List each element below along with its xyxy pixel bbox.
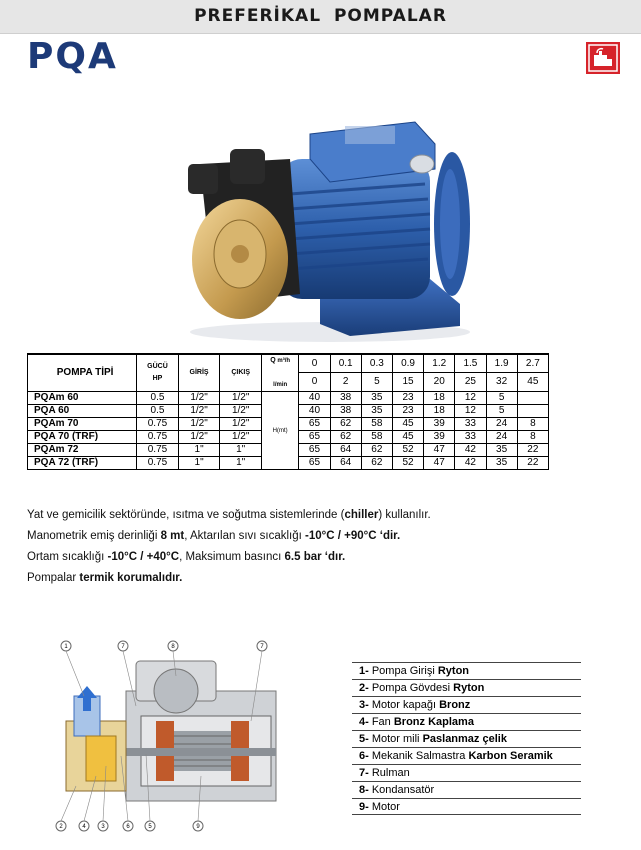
col-header-q xyxy=(261,354,298,392)
table-cell: 1" xyxy=(220,457,262,470)
legend-item xyxy=(352,747,581,764)
note-bold: 8 mt xyxy=(160,530,185,542)
flow-m3h-cell: 0.9 xyxy=(392,354,423,373)
note-bold: chiller xyxy=(344,509,379,521)
table-cell: 35 xyxy=(361,405,392,418)
table-cell: 47 xyxy=(424,444,455,457)
legend-text: Kondansatör xyxy=(368,784,435,796)
table-cell: 58 xyxy=(361,431,392,444)
col-header-inlet: GİRİŞ xyxy=(178,354,220,392)
table-cell: 65 xyxy=(299,431,330,444)
legend-item xyxy=(352,781,581,798)
table-cell: 64 xyxy=(330,444,361,457)
legend-number: 7- xyxy=(359,767,369,779)
legend-text: Motor mili xyxy=(368,733,423,745)
legend-material: Ryton xyxy=(437,665,470,677)
table-cell: 35 xyxy=(361,392,392,405)
table-cell: 38 xyxy=(330,392,361,405)
table-cell: 62 xyxy=(330,431,361,444)
callout-label: 3 xyxy=(101,824,105,830)
flow-lmin-cell: 2 xyxy=(330,373,361,392)
table-cell: 0.5 xyxy=(137,405,179,418)
flow-m3h-cell: 0.1 xyxy=(330,354,361,373)
legend-number: 9- xyxy=(359,801,369,813)
table-cell: 42 xyxy=(455,444,486,457)
table-cell: 12 xyxy=(455,392,486,405)
legend-number: 6- xyxy=(359,750,369,762)
table-cell: 0.75 xyxy=(137,444,179,457)
table-cell: 1" xyxy=(178,444,220,457)
table-cell: 24 xyxy=(486,431,517,444)
note-line-ambient xyxy=(27,547,527,568)
table-cell: 0.75 xyxy=(137,431,179,444)
table-cell: 65 xyxy=(299,418,330,431)
callout-label: 4 xyxy=(82,824,86,830)
table-cell: 1" xyxy=(220,444,262,457)
callout-label: 5 xyxy=(148,824,152,830)
legend-number: 5- xyxy=(359,733,369,745)
table-cell: 62 xyxy=(361,444,392,457)
col-header-power xyxy=(137,354,179,392)
legend-text: Motor kapağı xyxy=(368,699,440,711)
note-line-suction xyxy=(27,526,527,547)
col-header-outlet: ÇIKIŞ xyxy=(220,354,262,392)
flow-m3h-cell: 1.2 xyxy=(424,354,455,373)
flow-m3h-cell: 1.5 xyxy=(455,354,486,373)
legend-text: Fan xyxy=(368,716,394,728)
table-cell: 23 xyxy=(392,392,423,405)
legend-item xyxy=(352,679,581,696)
table-cell: 38 xyxy=(330,405,361,418)
table-cell: 0.75 xyxy=(137,457,179,470)
table-cell: 64 xyxy=(330,457,361,470)
note-text: , Aktarılan sıvı sıcaklığı xyxy=(184,530,306,542)
note-line-protection xyxy=(27,568,527,589)
flow-m3h-cell: 0 xyxy=(299,354,330,373)
table-cell: 1/2" xyxy=(220,418,262,431)
head-label-cell: H(mt) xyxy=(261,392,298,470)
legend-text: Pompa Girişi xyxy=(368,665,438,677)
note-text: Yat ve gemicilik sektöründe, ısıtma ve soğutma sistemlerinde ( xyxy=(27,509,345,521)
note-text: ) kullanılır. xyxy=(378,509,431,521)
table-cell: 45 xyxy=(392,431,423,444)
table-cell: 35 xyxy=(486,444,517,457)
table-cell: PQAm 72 xyxy=(28,444,137,457)
table-cell: 45 xyxy=(392,418,423,431)
note-line-usage xyxy=(27,505,527,526)
table-cell: PQAm 60 xyxy=(28,392,137,405)
callout-label: 6 xyxy=(126,824,130,830)
table-cell: PQA 70 (TRF) xyxy=(28,431,137,444)
flow-m3h-cell: 2.7 xyxy=(517,354,548,373)
legend-material: Paslanmaz çelik xyxy=(422,733,507,745)
table-cell: 1/2" xyxy=(220,431,262,444)
callout-label: 8 xyxy=(171,644,175,650)
legend-material: Karbon Seramik xyxy=(468,750,553,762)
model-title: PQA xyxy=(27,36,118,77)
flow-m3h-cell: 1.9 xyxy=(486,354,517,373)
note-text: Manometrik emiş derinliği xyxy=(27,530,161,542)
legend-number: 8- xyxy=(359,784,369,796)
legend-material: Bronz Kaplama xyxy=(393,716,474,728)
table-cell: 65 xyxy=(299,457,330,470)
legend-text: Mekanik Salmastra xyxy=(368,750,469,762)
table-cell: PQAm 70 xyxy=(28,418,137,431)
table-cell: 1/2" xyxy=(220,405,262,418)
callout-label: 7 xyxy=(260,644,264,650)
note-text: Ortam sıcaklığı xyxy=(27,551,108,563)
note-bold: -10°C / +90°C ‘dir. xyxy=(305,530,401,542)
table-cell: 33 xyxy=(455,418,486,431)
table-cell: 65 xyxy=(299,444,330,457)
brand-logo-icon xyxy=(586,42,620,74)
legend-text: Motor xyxy=(368,801,400,813)
table-cell: 24 xyxy=(486,418,517,431)
table-cell: 52 xyxy=(392,457,423,470)
table-row xyxy=(28,392,549,405)
flow-lmin-cell: 25 xyxy=(455,373,486,392)
table-cell: 35 xyxy=(486,457,517,470)
callout-label: 7 xyxy=(121,644,125,650)
table-cell: 0.5 xyxy=(137,392,179,405)
table-cell: 5 xyxy=(486,405,517,418)
col-header-type: POMPA TİPİ xyxy=(28,354,137,392)
table-cell: 18 xyxy=(424,405,455,418)
table-cell: 1/2" xyxy=(220,392,262,405)
pump-photo xyxy=(170,104,475,344)
pump-spec-table xyxy=(27,353,549,470)
table-cell: 8 xyxy=(517,418,548,431)
table-cell: 1/2" xyxy=(178,392,220,405)
legend-item xyxy=(352,696,581,713)
flow-lmin-cell: 20 xyxy=(424,373,455,392)
legend-number: 3- xyxy=(359,699,369,711)
table-cell: 22 xyxy=(517,457,548,470)
legend-text: Rulman xyxy=(368,767,410,779)
legend-item xyxy=(352,798,581,815)
table-cell: 62 xyxy=(330,418,361,431)
table-cell: 8 xyxy=(517,431,548,444)
note-bold: -10°C / +40°C xyxy=(107,551,180,563)
note-text: , Maksimum basıncı xyxy=(179,551,285,563)
table-cell: 12 xyxy=(455,405,486,418)
table-cell: 39 xyxy=(424,418,455,431)
flow-m3h-cell: 0.3 xyxy=(361,354,392,373)
table-cell: 1/2" xyxy=(178,405,220,418)
table-cell: 40 xyxy=(299,405,330,418)
note-text: Pompalar xyxy=(27,572,80,584)
table-cell: PQA 72 (TRF) xyxy=(28,457,137,470)
power-unit: HP xyxy=(152,375,163,382)
table-cell: 0.75 xyxy=(137,418,179,431)
table-cell: 5 xyxy=(486,392,517,405)
table-cell: 39 xyxy=(424,431,455,444)
table-cell xyxy=(517,392,548,405)
flow-lmin-cell: 45 xyxy=(517,373,548,392)
q-label: Q xyxy=(270,357,276,364)
table-cell: 23 xyxy=(392,405,423,418)
flow-lmin-cell: 15 xyxy=(392,373,423,392)
spec-table-body xyxy=(28,392,549,470)
flow-lmin-cell: 32 xyxy=(486,373,517,392)
table-cell: 1/2" xyxy=(178,418,220,431)
table-cell xyxy=(517,405,548,418)
note-bold: 6.5 bar ‘dır. xyxy=(284,551,346,563)
legend-item xyxy=(352,662,581,679)
table-cell: 42 xyxy=(455,457,486,470)
table-cell: 62 xyxy=(361,457,392,470)
q-unit-top: m³/h xyxy=(277,358,291,364)
legend-text: Pompa Gövdesi xyxy=(368,682,454,694)
callout-label: 2 xyxy=(59,824,63,830)
table-cell: 52 xyxy=(392,444,423,457)
legend-number: 1- xyxy=(359,665,369,677)
flow-lmin-cell: 0 xyxy=(299,373,330,392)
legend-material: Ryton xyxy=(453,682,485,694)
legend-item xyxy=(352,730,581,747)
note-bold: termik korumalıdır. xyxy=(79,572,183,584)
legend-item xyxy=(352,764,581,781)
parts-legend xyxy=(352,662,581,815)
q-unit-bottom: l/min xyxy=(273,382,288,388)
legend-item xyxy=(352,713,581,730)
callout-label: 1 xyxy=(64,644,68,650)
legend-number: 4- xyxy=(359,716,369,728)
legend-number: 2- xyxy=(359,682,369,694)
table-cell: 40 xyxy=(299,392,330,405)
pump-cutaway-diagram xyxy=(46,636,286,836)
table-cell: 58 xyxy=(361,418,392,431)
legend-material: Bronz xyxy=(439,699,471,711)
notes-block xyxy=(27,505,527,589)
table-cell: 18 xyxy=(424,392,455,405)
table-cell: 33 xyxy=(455,431,486,444)
page-header-title: PREFERİKAL POMPALAR xyxy=(194,6,447,26)
flow-lmin-cell: 5 xyxy=(361,373,392,392)
table-cell: 22 xyxy=(517,444,548,457)
table-cell: 47 xyxy=(424,457,455,470)
table-cell: 1/2" xyxy=(178,431,220,444)
callout-label: 9 xyxy=(196,824,200,830)
table-cell: PQA 60 xyxy=(28,405,137,418)
table-cell: 1" xyxy=(178,457,220,470)
power-label: GÜCÜ xyxy=(147,363,168,370)
